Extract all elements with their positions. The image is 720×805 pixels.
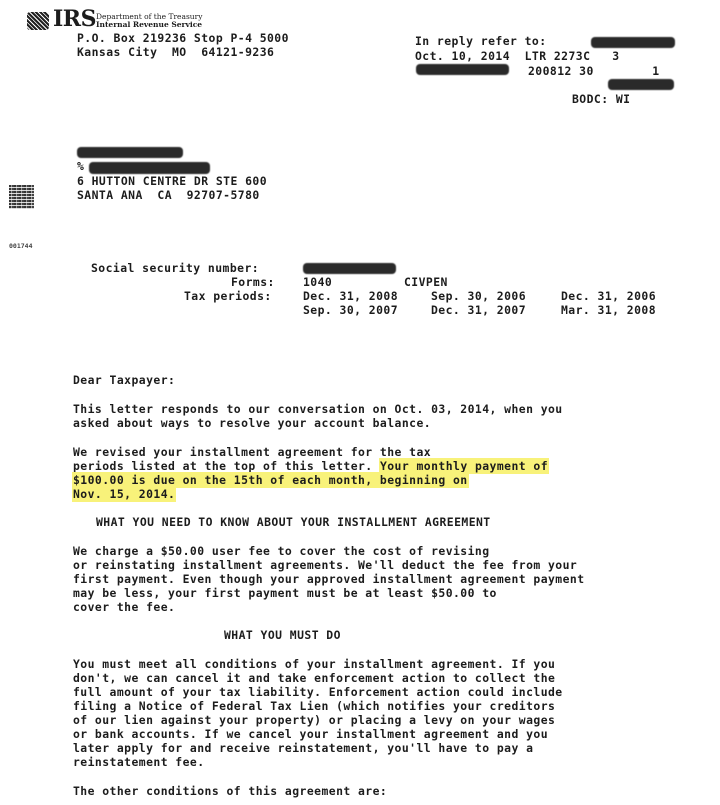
forms-label: Forms: xyxy=(231,275,275,289)
recipient-city: SANTA ANA CA 92707-5780 xyxy=(77,188,260,202)
para4-line: later apply for and receive reinstatement, you'll have to pay a xyxy=(73,741,534,755)
irs-address-line1: P.O. Box 219236 Stop P-4 5000 xyxy=(77,31,289,45)
para3-line: or reinstating installment agreements. We'll deduct the fee from your xyxy=(73,558,578,572)
forms-value-civpen: CIVPEN xyxy=(404,275,448,289)
tax-period: Dec. 31, 2007 xyxy=(431,303,527,317)
section-heading-must-do: WHAT YOU MUST DO xyxy=(224,628,341,642)
para1-line: asked about ways to resolve your account balance. xyxy=(73,416,432,430)
tax-period: Mar. 31, 2008 xyxy=(561,303,657,317)
forms-value-1040: 1040 xyxy=(303,275,333,289)
ssn-label: Social security number: xyxy=(91,261,260,275)
tax-period: Dec. 31, 2008 xyxy=(303,289,399,303)
redacted-reference-number xyxy=(591,37,675,48)
reply-refer-label: In reply refer to: xyxy=(415,34,547,48)
letter-date-line: Oct. 10, 2014 LTR 2273C 3 xyxy=(415,49,620,63)
para4-line: filing a Notice of Federal Tax Lien (which notifies your creditors xyxy=(73,699,556,713)
redacted-recipient-name xyxy=(77,147,183,158)
redacted-contact xyxy=(608,79,674,90)
highlighted-payment-text: Your monthly payment of xyxy=(379,459,549,473)
department-name: Department of the Treasury Internal Revenue Service xyxy=(96,12,203,29)
para2-line xyxy=(73,474,468,487)
para4-line: of our lien against your property) or placing a levy on your wages xyxy=(73,713,556,727)
para2-line xyxy=(73,488,175,501)
para4-line: don't, we can cancel it and take enforcement action to collect the xyxy=(73,671,556,685)
barcode-icon xyxy=(9,185,34,209)
para3-line: cover the fee. xyxy=(73,600,176,614)
redacted-ssn xyxy=(303,263,396,274)
para1-line: This letter responds to our conversation on Oct. 03, 2014, when you xyxy=(73,402,563,416)
irs-address-line2: Kansas City MO 64121-9236 xyxy=(77,45,275,59)
para3-line: first payment. Even though your approved installment agreement payment xyxy=(73,572,585,586)
para2-line: periods listed at the top of this letter. Your monthly payment of xyxy=(73,459,549,473)
salutation: Dear Taxpayer: xyxy=(73,373,176,387)
para4-line: You must meet all conditions of your installment agreement. If you xyxy=(73,657,556,671)
highlighted-payment-text: Nov. 15, 2014. xyxy=(73,487,176,501)
section-heading-installment: WHAT YOU NEED TO KNOW ABOUT YOUR INSTALLMENT AGREEMENT xyxy=(96,515,491,529)
redacted-care-of-name xyxy=(89,162,210,174)
para2-line: We revised your installment agreement for the tax xyxy=(73,445,432,459)
para3-line: We charge a $50.00 user fee to cover the cost of revising xyxy=(73,544,490,558)
tax-period: Sep. 30, 2006 xyxy=(431,289,527,303)
tax-periods-label: Tax periods: xyxy=(184,289,272,303)
para4-line: full amount of your tax liability. Enforcement action could include xyxy=(73,685,563,699)
para4-line: or bank accounts. If we cancel your installment agreement and you xyxy=(73,727,549,741)
para4-line: reinstatement fee. xyxy=(73,755,205,769)
irs-logo-text: IRS xyxy=(53,6,96,32)
para3-line: may be less, your first payment must be at least $50.00 to xyxy=(73,586,497,600)
tax-period: Sep. 30, 2007 xyxy=(303,303,399,317)
bodc-code: BODC: WI xyxy=(572,92,631,106)
irs-eagle-logo-icon xyxy=(27,12,49,30)
tax-period: Dec. 31, 2006 xyxy=(561,289,657,303)
side-code: 001744 xyxy=(9,242,33,250)
care-of-symbol: % xyxy=(77,159,85,173)
recipient-street: 6 HUTTON CENTRE DR STE 600 xyxy=(77,174,268,188)
highlighted-payment-text: $100.00 is due on the 15th of each month, beginning on xyxy=(73,473,468,487)
letter-code-line: 200812 30 1 xyxy=(528,64,660,78)
para5-line: The other conditions of this agreement are: xyxy=(73,784,388,798)
redacted-identifier xyxy=(416,64,509,75)
